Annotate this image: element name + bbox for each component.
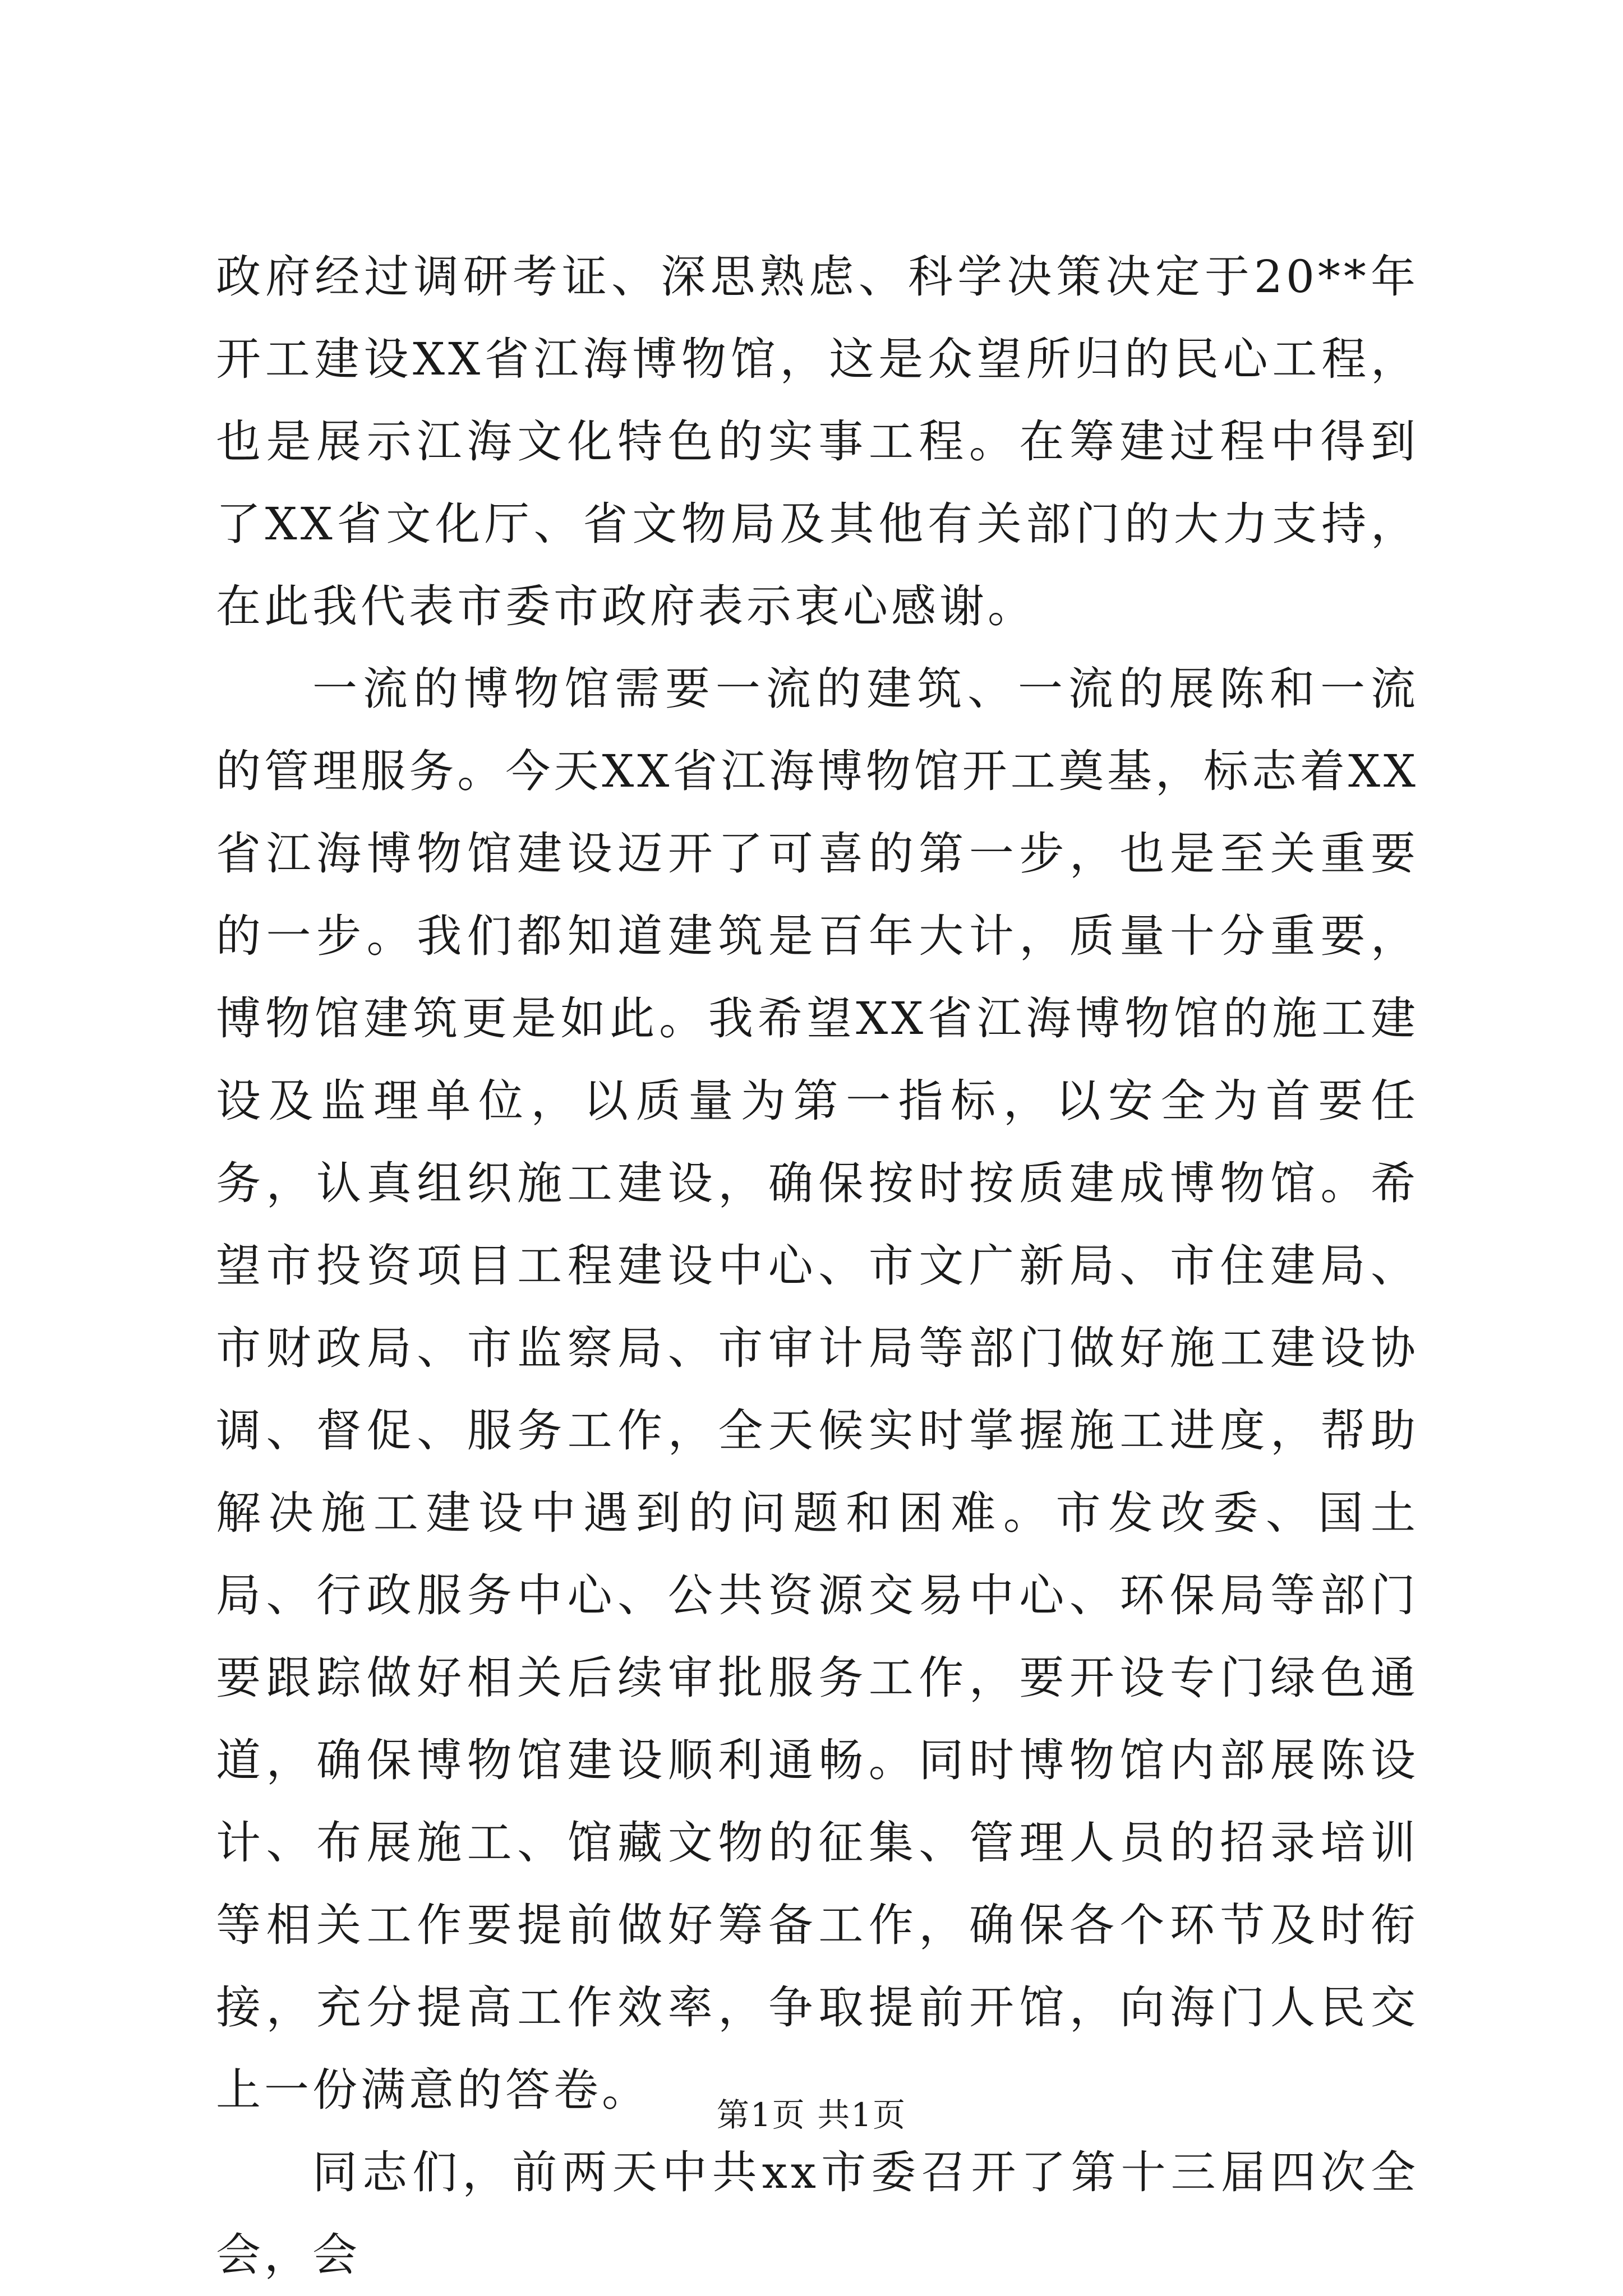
- paragraph-1: 政府经过调研考证、深思熟虑、科学决策决定于20**年开工建设XX省江海博物馆，这是众望所归的民心工程，也是展示江海文化特色的实事工程。在筹建过程中得到了XX省文化厅、省文物局及其他有关部门的大力支持，在此我代表市委市政府表示衷心感谢。: [216, 251, 1419, 632]
- paragraph-2: 一流的博物馆需要一流的建筑、一流的展陈和一流的管理服务。今天XX省江海博物馆开工奠基，标志着XX省江海博物馆建设迈开了可喜的第一步，也是至关重要的一步。我们都知道建筑是百年大计，质量十分重要，博物馆建筑更是如此。我希望XX省江海博物馆的施工建设及监理单位，以质量为第一指标，以安全为首要任务，认真组织施工建设，确保按时按质建成博物馆。希望市投资项目工程建设中心、市文广新局、市住建局、市财政局、市监察局、市审计局等部门做好施工建设协调、督促、服务工作，全天候实时掌握施工进度，帮助解决施工建设中遇到的问题和困难。市发改委、国土局、行政服务中心、公共资源交易中心、环保局等部门要跟踪做好相关后续审批服务工作，要开设专门绿色通道，确保博物馆建设顺利通畅。同时博物馆内部展陈设计、布展施工、馆藏文物的征集、管理人员的招录培训等相关工作要提前做好筹备工作，确保各个环节及时衔接，充分提高工作效率，争取提前开馆，向海门人民交上一份满意的答卷。: [216, 663, 1419, 2116]
- paragraph-3: 同志们，前两天中共xx市委召开了第十三届四次全会，会: [216, 2146, 1419, 2281]
- page-footer: 第1页 共1页: [716, 2096, 907, 2134]
- document-body: [216, 235, 1419, 2296]
